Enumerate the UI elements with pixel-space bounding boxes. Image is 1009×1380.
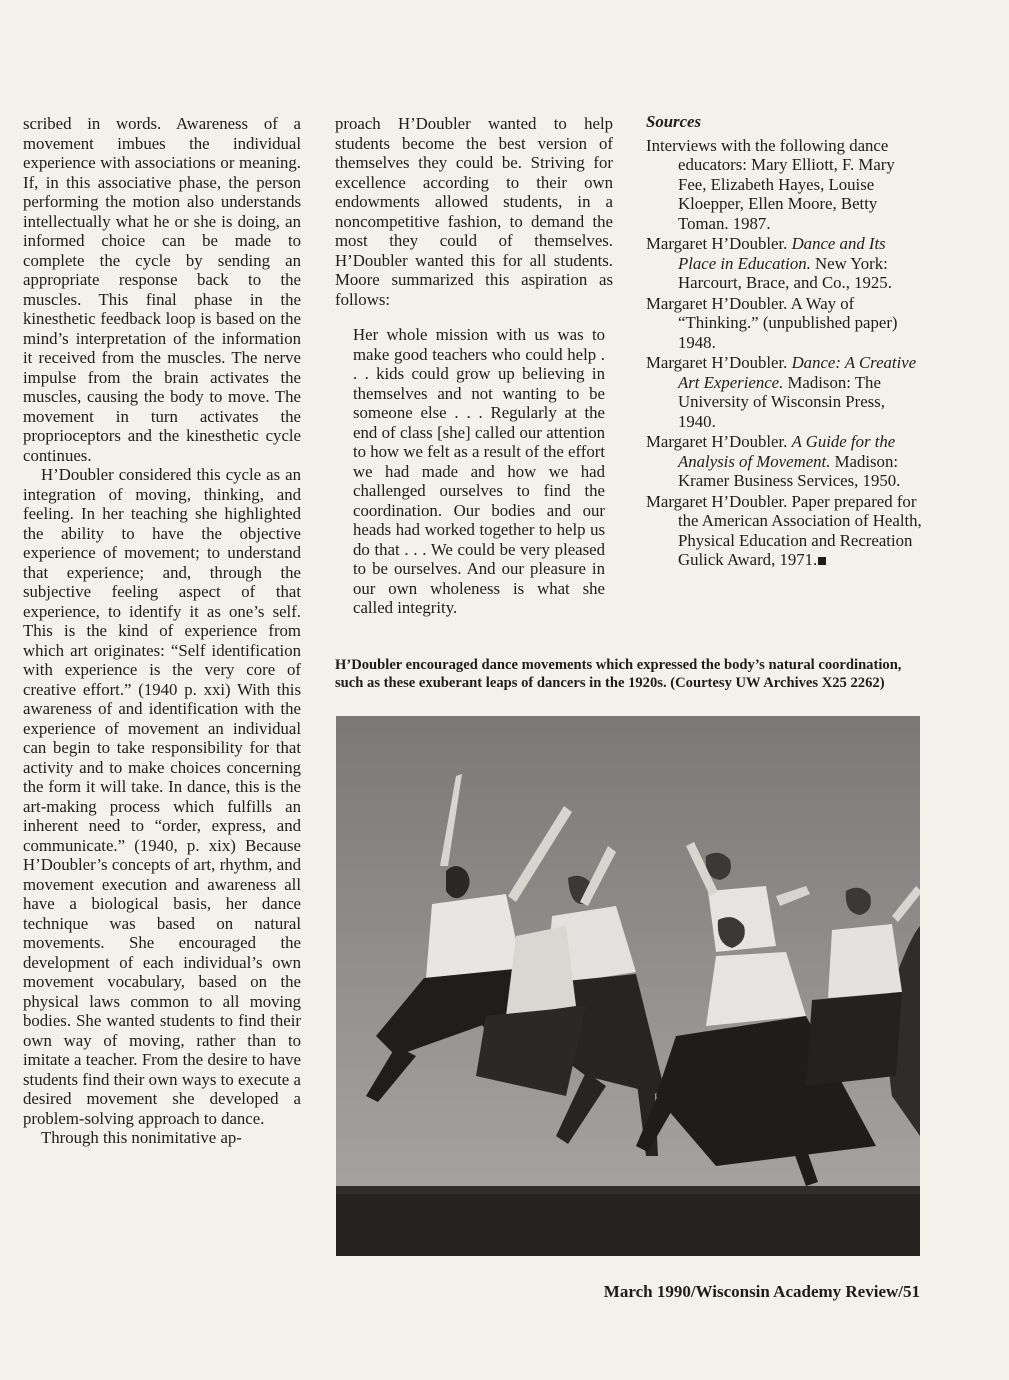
paragraph: Through this nonimitative ap- (41, 1128, 242, 1147)
source-publisher: New York: Harcourt, Brace, and Co., 1925. (678, 253, 892, 292)
end-mark-icon (818, 557, 826, 565)
footer-text: March 1990/Wisconsin Academy Review/51 (603, 1282, 920, 1301)
source-title: A Guide for the Analysis of Movement. (678, 432, 896, 471)
source-text: Margaret H’Doubler. (646, 234, 792, 253)
source-text: Margaret H’Doubler. (646, 353, 792, 372)
source-text: Margaret H’Doubler. A Way of “Thinking.” (unpublished paper) 1948. (646, 293, 898, 352)
source-entry (646, 353, 922, 431)
article-column-2 (335, 114, 613, 618)
source-entry (646, 234, 922, 293)
source-entry (646, 136, 922, 234)
block-quote: Her whole mission with us was to make good teachers who could help . . . kids could grow up believing in themselves and not wanting to be someone else . . . Regularly at the end of class [she] called our attention to how we felt as a result of the effort we had made and how we had challenged ourselves to find the coordination. Our bodies and our heads had worked together to help us do that . . . We could be very pleased to be ourselves. And our pleasure in our own wholeness is what she called integrity. (353, 325, 605, 617)
paragraph: H’Doubler considered this cycle as an integration of moving, thinking, and feeling. In her teaching she highlighted the ability to have the objective experience of movement; to understand that experience; and, through the subjective feeling aspect of that experience, to identify it as one’s self. This is the kind of experience from which art originates: “Self identification with experience is the very core of creative effort.” (1940 p. xxi) With this awareness of and identification with the experience of movement an individual can begin to take responsibility for that activity and to make choices concerning the form it will take. In dance, this is the art-making process which fulfills an inherent need to “order, express, and communicate.” (1940, p. xix) Because H’Doubler’s concepts of art, rhythm, and movement execution and awareness all have a biological basis, her dance technique was based on natural movements. She encouraged the development of each individual’s own movement vocabulary, based on the physical laws common to all moving bodies. She wanted students to find their own way of moving, rather than to imitate a teacher. From the desire to have students find their own ways to execute a desired movement she developed a problem-solving approach to dance. (23, 465, 301, 1128)
source-text: Margaret H’Doubler. Paper prepared for the American Association of Health, Physical Education and Recreation Gulick Award, 1971. (646, 491, 922, 569)
source-text: Interviews with the following dance educators: Mary Elliott, F. Mary Fee, Elizabeth Hayes, Louise Kloepper, Ellen Moore, Betty Toman. 1987. (646, 135, 895, 233)
source-title: Dance: A Creative Art Experience. (678, 353, 917, 392)
source-entry (646, 492, 922, 570)
source-publisher: Madison: Kramer Business Services, 1950. (678, 451, 901, 490)
source-title: Dance and Its Place in Education. (678, 234, 886, 273)
source-entry (646, 432, 922, 491)
page-footer (560, 1282, 920, 1302)
sources-section (646, 112, 922, 571)
dancers-photo-image (336, 716, 920, 1256)
article-column-1 (23, 114, 301, 1148)
paragraph: scribed in words. Awareness of a movement imbues the individual experience with associations or meaning. If, in this associative phase, the person performing the motion also understands intellectually what he or she is doing, an informed choice can be made to complete the cycle by sending an appropriate response back to the muscles. This final phase in the kinesthetic feedback loop is based on the mind’s interpretation of the information it received from the muscles. The nerve impulse from the brain activates the muscles, causing the body to move. The movement in turn activates the proprioceptors and the kinesthetic cycle continues. (23, 114, 301, 465)
paragraph: proach H’Doubler wanted to help students become the best version of themselves they could be. Striving for excellence according to their own endowments allowed students, in a noncompetitive fashion, to demand the most they could of themselves. H’Doubler wanted this for all students. Moore summarized this aspiration as follows: (335, 114, 613, 309)
source-entry (646, 294, 922, 353)
sources-list (646, 136, 922, 570)
sources-heading: Sources (646, 112, 702, 131)
photo-caption: H’Doubler encouraged dance movements which expressed the body’s natural coordination, such as these exuberant leaps of dancers in the 1920s. (Courtesy UW Archives X25 2262) (335, 657, 902, 691)
source-publisher: Madison: The University of Wisconsin Press, 1940. (678, 372, 885, 431)
dancers-photograph (336, 716, 920, 1256)
source-text: Margaret H’Doubler. (646, 432, 792, 451)
